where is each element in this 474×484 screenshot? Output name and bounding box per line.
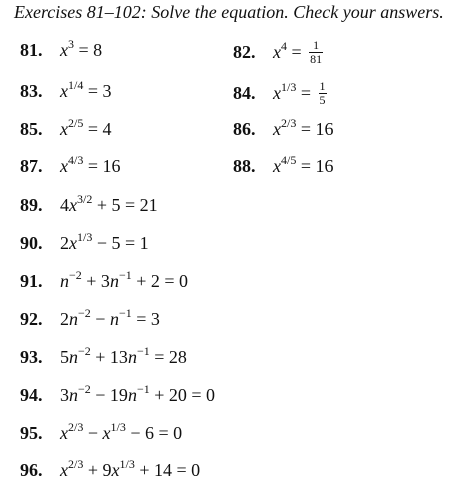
variable: x: [273, 42, 281, 63]
equation-rhs: + 2 = 0: [131, 271, 189, 291]
exercise-92: [20, 306, 160, 329]
variable: n: [109, 309, 119, 329]
equation-rhs: = 4: [83, 119, 112, 139]
exercise-number: 92.: [20, 309, 43, 329]
equation-rhs: = 16: [83, 156, 121, 176]
exponent: 2/3: [68, 457, 84, 471]
exponent: −2: [78, 306, 91, 320]
coefficient: 2: [60, 233, 69, 253]
exercise-93: [20, 344, 187, 367]
variable: x: [60, 423, 68, 443]
exercise-number: 81.: [20, 40, 43, 60]
exponent: 2/5: [68, 116, 84, 130]
exponent: 4/3: [68, 153, 84, 167]
exercise-number: 93.: [20, 347, 43, 367]
exercise-81: [20, 37, 103, 60]
exponent: 1/3: [110, 420, 126, 434]
exercise-94: [20, 382, 216, 405]
exercise-number: 84.: [233, 83, 256, 104]
exponent: 4: [281, 39, 287, 54]
equation-rhs: = 28: [149, 347, 187, 367]
equation-rhs: = 8: [74, 40, 103, 60]
fraction-numerator: 1: [309, 39, 323, 53]
exponent: 1/3: [281, 80, 297, 95]
exponent: 3: [68, 37, 74, 51]
exercise-number: 89.: [20, 195, 43, 215]
fraction-denominator: 5: [319, 92, 326, 107]
equation-rhs: − 5 = 1: [92, 233, 149, 253]
exercise-82: [233, 38, 323, 67]
variable: x: [273, 119, 281, 139]
variable: x: [111, 460, 120, 480]
variable: x: [69, 233, 77, 253]
equals-sign: =: [296, 83, 316, 104]
coefficient: 3: [60, 385, 69, 405]
exercise-88: [233, 153, 334, 176]
exponent: 1/3: [77, 230, 93, 244]
exercise-number: 86.: [233, 119, 256, 139]
exercise-86: [233, 116, 334, 139]
variable: n: [60, 271, 69, 291]
equals-sign: =: [287, 42, 307, 63]
equation-rhs: + 20 = 0: [149, 385, 216, 405]
exponent: −2: [78, 344, 91, 358]
variable: n: [69, 347, 78, 367]
exponent: 4/5: [281, 153, 297, 167]
coefficient: 4: [60, 195, 69, 215]
coefficient: 5: [60, 347, 69, 367]
middle-term: + 3: [81, 271, 110, 291]
middle-term: − 19: [90, 385, 128, 405]
middle-term: −: [90, 309, 110, 329]
exercise-96: [20, 457, 201, 480]
variable: n: [127, 385, 137, 405]
equation-rhs: − 6 = 0: [125, 423, 183, 443]
exercise-91: [20, 268, 189, 291]
variable: x: [60, 156, 68, 176]
exponent: −1: [136, 344, 150, 358]
middle-term: + 13: [90, 347, 128, 367]
exercise-header: Exercises 81–102: Solve the equation. Check your answers.: [14, 2, 444, 22]
exponent: −2: [69, 268, 82, 282]
exercise-95: [20, 420, 183, 443]
fraction-numerator: 1: [319, 79, 326, 93]
variable: x: [60, 119, 68, 139]
variable: n: [109, 271, 119, 291]
variable: x: [102, 423, 111, 443]
exercise-number: 83.: [20, 81, 43, 101]
exercise-number: 87.: [20, 156, 43, 176]
exponent: 1/4: [68, 78, 84, 92]
middle-term: −: [83, 423, 103, 443]
exercise-number: 96.: [20, 460, 43, 480]
exercise-number: 90.: [20, 233, 43, 253]
variable: x: [60, 81, 68, 101]
exponent: −1: [118, 268, 132, 282]
fraction: [309, 39, 323, 65]
exercise-number: 95.: [20, 423, 43, 443]
exponent: −1: [136, 382, 150, 396]
variable: n: [69, 309, 78, 329]
variable: n: [127, 347, 137, 367]
exponent: 3/2: [77, 192, 93, 206]
exercise-85: [20, 116, 112, 139]
fraction-denominator: 81: [310, 51, 323, 66]
variable: x: [273, 156, 281, 176]
equation-rhs: = 3: [83, 81, 112, 101]
middle-term: + 9: [83, 460, 112, 480]
variable: x: [273, 83, 281, 104]
exercise-84: [233, 79, 327, 108]
equation-rhs: + 5 = 21: [92, 195, 158, 215]
exercise-number: 91.: [20, 271, 43, 291]
equation-rhs: = 3: [131, 309, 160, 329]
exercise-number: 85.: [20, 119, 43, 139]
variable: x: [60, 460, 68, 480]
exponent: 2/3: [68, 420, 84, 434]
exercise-89: [20, 192, 158, 215]
coefficient: 2: [60, 309, 69, 329]
variable: x: [69, 195, 77, 215]
exercise-number: 82.: [233, 42, 256, 63]
exercise-90: [20, 230, 149, 253]
exercise-number: 88.: [233, 156, 256, 176]
equation-rhs: + 14 = 0: [134, 460, 201, 480]
exponent: 1/3: [119, 457, 135, 471]
exponent: 2/3: [281, 116, 297, 130]
exponent: −1: [118, 306, 132, 320]
exponent: −2: [78, 382, 91, 396]
fraction: [319, 80, 327, 106]
equation-rhs: = 16: [296, 156, 334, 176]
exercise-number: 94.: [20, 385, 43, 405]
exercise-87: [20, 153, 121, 176]
equation-rhs: = 16: [296, 119, 334, 139]
variable: n: [69, 385, 78, 405]
variable: x: [60, 40, 68, 60]
exercise-83: [20, 78, 112, 101]
